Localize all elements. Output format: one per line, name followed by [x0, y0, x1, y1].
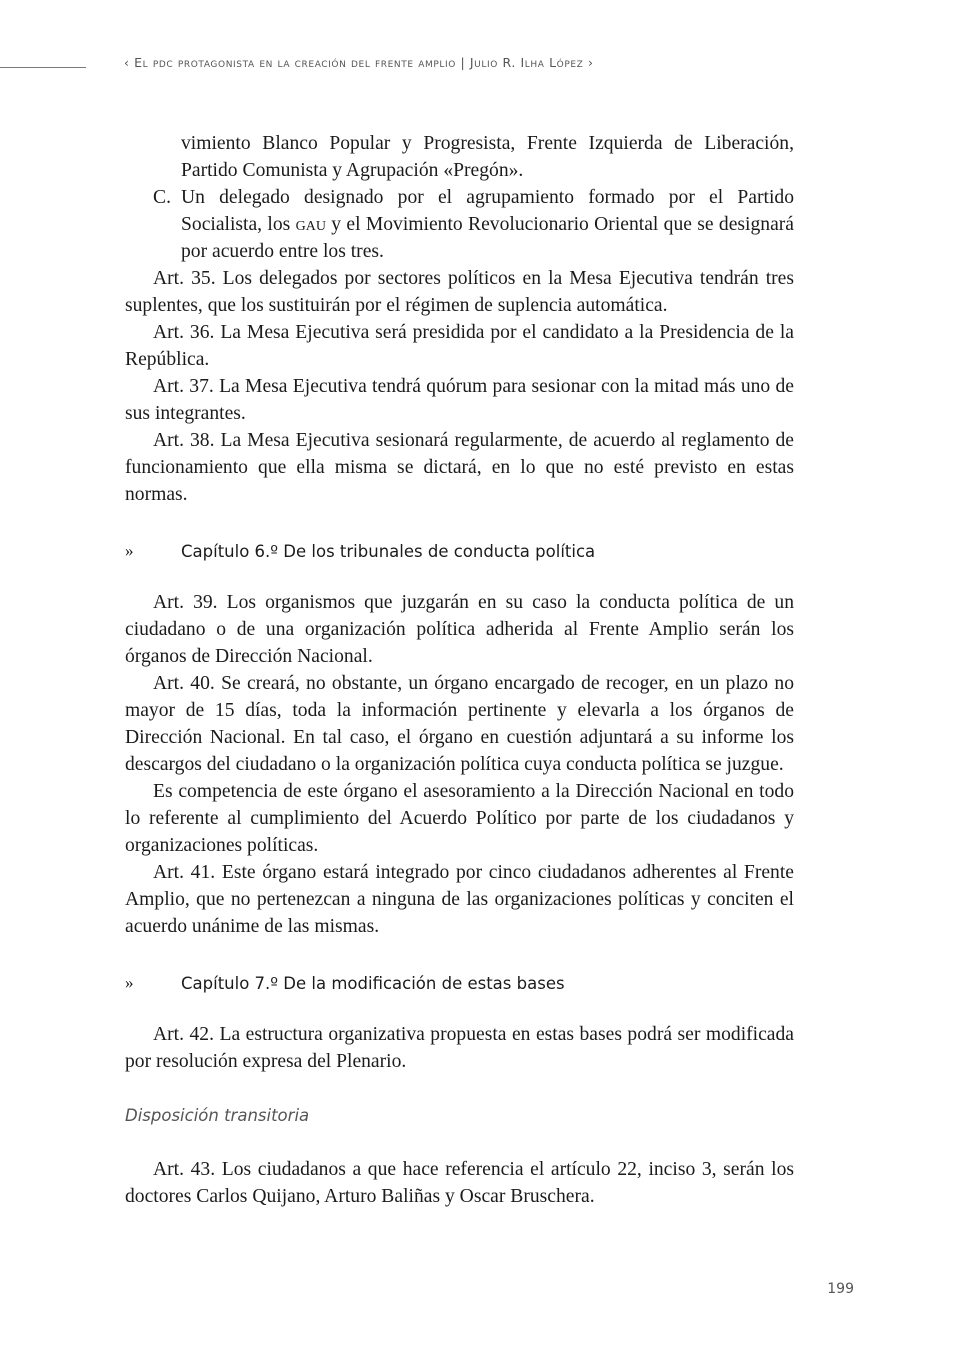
transitional-provision-heading: Disposición transitoria — [125, 1106, 310, 1125]
list-item-c: C. Un delegado designado por el agrupamiento formado por el Partido Socialista, los gau y el Movimiento Revolucionario Oriental que se designará por acuerdo entre los tres. — [125, 184, 794, 265]
competencia-paragraph: Es competencia de este órgano el asesoramiento a la Dirección Nacional en todo lo referente al cumplimiento del Acuerdo Político por parte de los ciudadanos y organizaciones políticas. — [125, 781, 794, 856]
article-40: Art. 40. Se creará, no obstante, un órgano encargado de recoger, en un plazo no mayor de 15 días, toda la información pertinente y elevarla a los órganos de Dirección Nacional. En tal caso, el órgano en cuestión adjuntará a su informe los descargos del ciudadano o la organización política cuya conducta política se juzgue. — [125, 673, 794, 775]
body-text — [125, 130, 794, 1210]
chapter-marker: » — [125, 541, 134, 560]
chapter-6-heading — [125, 535, 794, 562]
chapter-title: Capítulo 6.º De los tribunales de conducta política — [181, 542, 596, 561]
running-header: ‹ El pdc protagonista en la creación del frente amplio | Julio R. Ilha López › — [124, 55, 594, 70]
article-35: Art. 35. Los delegados por sectores políticos en la Mesa Ejecutiva tendrán tres suplentes, que los sustituirán por el régimen de suplencia automática. — [125, 268, 794, 316]
article-39: Art. 39. Los organismos que juzgarán en su caso la conducta política de un ciudadano o de una organización política adherida al Frente Amplio serán los órganos de Dirección Nacional. — [125, 592, 794, 667]
chapter-title: Capítulo 7.º De la modificación de estas bases — [181, 974, 565, 993]
list-item-b-continuation: vimiento Blanco Popular y Progresista, Frente Izquierda de Liberación, Partido Comunista y Agrupación «Pregón». — [181, 133, 794, 181]
article-41: Art. 41. Este órgano estará integrado por cinco ciudadanos adherentes al Frente Amplio, que no pertenezcan a ninguna de las organizaciones políticas y conciten el acuerdo unánime de las mismas. — [125, 862, 794, 937]
article-36: Art. 36. La Mesa Ejecutiva será presidida por el candidato a la Presidencia de la República. — [125, 322, 794, 370]
article-37: Art. 37. La Mesa Ejecutiva tendrá quórum para sesionar con la mitad más uno de sus integrantes. — [125, 376, 794, 424]
chapter-7-heading — [125, 967, 794, 994]
article-43: Art. 43. Los ciudadanos a que hace referencia el artículo 22, inciso 3, serán los doctores Carlos Quijano, Arturo Baliñas y Oscar Bruschera. — [125, 1159, 794, 1207]
list-label: C. — [153, 187, 171, 208]
header-rule — [0, 67, 86, 68]
chapter-marker: » — [125, 973, 134, 992]
article-38: Art. 38. La Mesa Ejecutiva sesionará regularmente, de acuerdo al reglamento de funcionamiento que ella misma se dictará, en lo que no esté previsto en estas normas. — [125, 430, 794, 505]
page-number: 199 — [827, 1281, 854, 1297]
acronym: gau — [295, 214, 326, 235]
article-42: Art. 42. La estructura organizativa propuesta en estas bases podrá ser modificada por resolución expresa del Plenario. — [125, 1024, 794, 1072]
